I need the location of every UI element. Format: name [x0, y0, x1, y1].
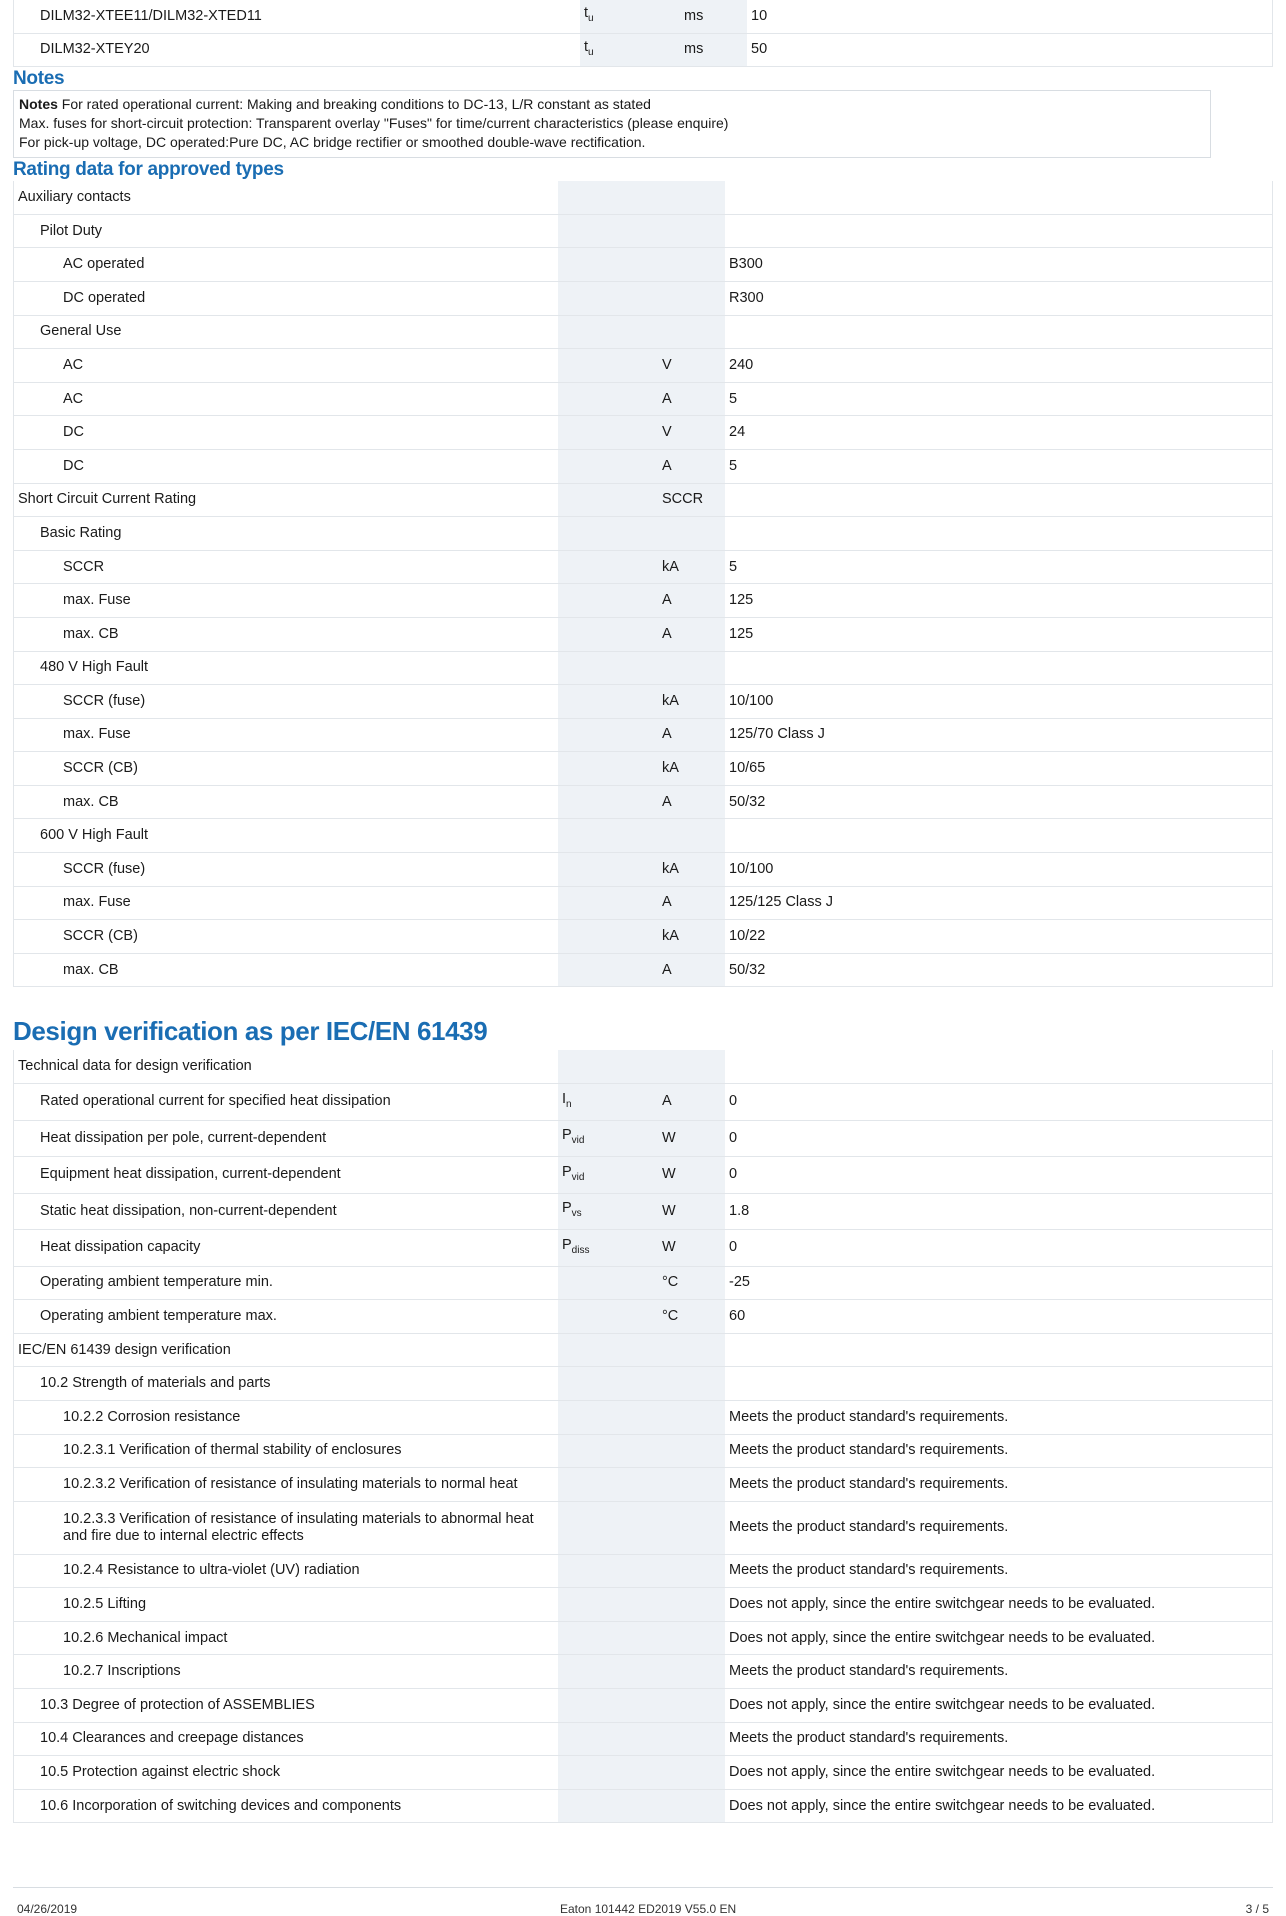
row-value: 10 — [747, 0, 1273, 33]
row-unit — [658, 1050, 725, 1083]
symbol-subscript: vid — [571, 1135, 585, 1147]
table-row — [14, 1655, 1273, 1689]
row-unit — [658, 1756, 725, 1790]
table-row — [14, 1434, 1273, 1468]
row-symbol — [558, 449, 658, 483]
row-value: -25 — [725, 1266, 1273, 1300]
row-label: DILM32-XTEE11/DILM32-XTED11 — [14, 0, 581, 33]
row-unit: W — [658, 1193, 725, 1230]
row-unit — [658, 1655, 725, 1689]
notes-text-1: For rated operational current: Making and breaking conditions to DC-13, L/R constant as stated — [61, 96, 651, 113]
table-row — [14, 785, 1273, 819]
table-row — [14, 1050, 1273, 1083]
row-value — [725, 651, 1273, 685]
row-unit: kA — [658, 550, 725, 584]
row-unit: A — [658, 886, 725, 920]
table-row — [14, 550, 1273, 584]
row-value: 5 — [725, 449, 1273, 483]
row-unit — [658, 1400, 725, 1434]
table-row — [14, 953, 1273, 987]
row-label: IEC/EN 61439 design verification — [14, 1333, 559, 1367]
row-value: 24 — [725, 416, 1273, 450]
table-row — [14, 886, 1273, 920]
table-row — [14, 617, 1273, 651]
symbol-base: t — [584, 5, 589, 22]
row-symbol — [558, 1367, 658, 1401]
row-symbol — [558, 584, 658, 618]
row-unit: A — [658, 617, 725, 651]
table-row — [14, 181, 1273, 214]
row-unit: A — [658, 1084, 725, 1121]
row-value: 0 — [725, 1120, 1273, 1157]
row-unit — [658, 1554, 725, 1588]
row-label: 10.2.4 Resistance to ultra-violet (UV) radiation — [14, 1554, 559, 1588]
symbol-base: I — [562, 1090, 567, 1107]
row-value: 50/32 — [725, 953, 1273, 987]
row-label: 10.2.2 Corrosion resistance — [14, 1400, 559, 1434]
row-value — [725, 1333, 1273, 1367]
table-row — [14, 718, 1273, 752]
table-row — [14, 33, 1273, 67]
row-unit — [658, 1468, 725, 1502]
row-unit — [658, 517, 725, 551]
table-row — [14, 349, 1273, 383]
row-symbol — [558, 382, 658, 416]
row-value: 10/22 — [725, 920, 1273, 954]
row-unit — [658, 181, 725, 214]
row-unit — [658, 1501, 725, 1554]
table-row — [14, 1157, 1273, 1194]
row-unit — [658, 214, 725, 248]
table-row — [14, 214, 1273, 248]
row-symbol — [558, 1621, 658, 1655]
rating-heading: Rating data for approved types — [13, 159, 284, 181]
row-value: 0 — [725, 1084, 1273, 1121]
row-symbol — [558, 685, 658, 719]
row-unit: A — [658, 584, 725, 618]
symbol-subscript: u — [588, 46, 594, 58]
row-unit: kA — [658, 853, 725, 887]
row-unit: W — [658, 1120, 725, 1157]
table-row — [14, 1554, 1273, 1588]
row-value: Does not apply, since the entire switchgear needs to be evaluated. — [725, 1756, 1273, 1790]
row-value: 1.8 — [725, 1193, 1273, 1230]
row-symbol — [558, 1193, 658, 1230]
row-symbol — [558, 1434, 658, 1468]
row-value: Does not apply, since the entire switchgear needs to be evaluated. — [725, 1689, 1273, 1723]
row-symbol — [558, 483, 658, 517]
row-unit — [658, 315, 725, 349]
row-label: SCCR (fuse) — [14, 853, 559, 887]
table-row — [14, 1789, 1273, 1823]
table-row — [14, 853, 1273, 887]
row-label: 10.2.3.2 Verification of resistance of insulating materials to normal heat — [14, 1468, 559, 1502]
table-row — [14, 584, 1273, 618]
row-label: max. Fuse — [14, 718, 559, 752]
table-row — [14, 752, 1273, 786]
row-unit — [658, 1689, 725, 1723]
row-value — [725, 214, 1273, 248]
row-symbol — [558, 1468, 658, 1502]
row-symbol — [558, 819, 658, 853]
symbol-base: P — [562, 1200, 572, 1217]
row-unit: A — [658, 382, 725, 416]
row-value: Meets the product standard's requirements. — [725, 1468, 1273, 1502]
row-symbol — [558, 517, 658, 551]
row-label: 10.5 Protection against electric shock — [14, 1756, 559, 1790]
row-unit: ms — [680, 33, 747, 67]
row-value: 10/65 — [725, 752, 1273, 786]
footer-page-number: 3 / 5 — [1245, 1902, 1269, 1916]
row-symbol — [558, 1120, 658, 1157]
row-label: 10.4 Clearances and creepage distances — [14, 1722, 559, 1756]
row-symbol — [558, 752, 658, 786]
row-label: DC operated — [14, 281, 559, 315]
table-row — [14, 1120, 1273, 1157]
row-unit — [658, 651, 725, 685]
row-label: Operating ambient temperature min. — [14, 1266, 559, 1300]
row-symbol — [558, 349, 658, 383]
row-value: Does not apply, since the entire switchgear needs to be evaluated. — [725, 1588, 1273, 1622]
row-symbol — [558, 416, 658, 450]
row-symbol — [558, 853, 658, 887]
row-label: 10.2.6 Mechanical impact — [14, 1621, 559, 1655]
row-symbol — [558, 651, 658, 685]
row-symbol — [558, 1400, 658, 1434]
row-label: SCCR (CB) — [14, 752, 559, 786]
table-row — [14, 651, 1273, 685]
row-unit: ms — [680, 0, 747, 33]
row-symbol — [558, 1084, 658, 1121]
row-value: 10/100 — [725, 685, 1273, 719]
row-label: SCCR (CB) — [14, 920, 559, 954]
table-row — [14, 685, 1273, 719]
row-label: 10.2.3.3 Verification of resistance of insulating materials to abnormal heat and fire due to internal electric effects — [14, 1501, 559, 1554]
table-row — [14, 1689, 1273, 1723]
table-row — [14, 0, 1273, 33]
row-value: 125 — [725, 584, 1273, 618]
row-unit: V — [658, 416, 725, 450]
row-symbol — [558, 315, 658, 349]
notes-box — [13, 90, 1211, 158]
row-symbol — [558, 550, 658, 584]
row-label: max. CB — [14, 953, 559, 987]
row-label: Pilot Duty — [14, 214, 559, 248]
row-value: 5 — [725, 550, 1273, 584]
table-row — [14, 1333, 1273, 1367]
row-value — [725, 1050, 1273, 1083]
row-label: DC — [14, 449, 559, 483]
table-row — [14, 1193, 1273, 1230]
row-label: AC — [14, 349, 559, 383]
row-label: Basic Rating — [14, 517, 559, 551]
table-row — [14, 1300, 1273, 1334]
symbol-subscript: vs — [571, 1208, 582, 1220]
footer-date: 04/26/2019 — [17, 1902, 78, 1916]
symbol-subscript: diss — [571, 1244, 590, 1256]
table-row — [14, 416, 1273, 450]
row-label: max. CB — [14, 617, 559, 651]
symbol-base: P — [562, 1163, 572, 1180]
table-row — [14, 1722, 1273, 1756]
row-symbol — [580, 0, 680, 33]
row-symbol — [558, 718, 658, 752]
row-label: 480 V High Fault — [14, 651, 559, 685]
row-label: Equipment heat dissipation, current-dependent — [14, 1157, 559, 1194]
row-value: Meets the product standard's requirements. — [725, 1434, 1273, 1468]
row-label: 10.2.3.1 Verification of thermal stability of enclosures — [14, 1434, 559, 1468]
table-row — [14, 1400, 1273, 1434]
row-value — [725, 483, 1273, 517]
row-label: General Use — [14, 315, 559, 349]
row-symbol — [558, 920, 658, 954]
row-label: 10.2.7 Inscriptions — [14, 1655, 559, 1689]
row-unit: A — [658, 785, 725, 819]
table-row — [14, 1588, 1273, 1622]
row-value — [725, 517, 1273, 551]
design-heading: Design verification as per IEC/EN 61439 — [13, 1016, 488, 1047]
row-unit: kA — [658, 752, 725, 786]
row-symbol — [558, 1789, 658, 1823]
row-symbol — [558, 248, 658, 282]
row-symbol — [558, 1266, 658, 1300]
row-value — [725, 1367, 1273, 1401]
row-unit: kA — [658, 920, 725, 954]
row-unit: A — [658, 718, 725, 752]
row-symbol — [558, 1588, 658, 1622]
row-value: 60 — [725, 1300, 1273, 1334]
design-table — [13, 1050, 1273, 1823]
row-label: 10.6 Incorporation of switching devices and components — [14, 1789, 559, 1823]
row-label: Operating ambient temperature max. — [14, 1300, 559, 1334]
row-symbol — [558, 785, 658, 819]
row-value: 125/125 Class J — [725, 886, 1273, 920]
row-symbol — [558, 1501, 658, 1554]
row-label: DILM32-XTEY20 — [14, 33, 581, 67]
row-unit — [658, 1621, 725, 1655]
row-label: 10.3 Degree of protection of ASSEMBLIES — [14, 1689, 559, 1723]
row-value: 10/100 — [725, 853, 1273, 887]
row-symbol — [558, 1230, 658, 1267]
symbol-subscript: u — [588, 13, 594, 25]
symbol-base: P — [562, 1127, 572, 1144]
row-symbol — [580, 33, 680, 67]
row-symbol — [558, 281, 658, 315]
row-symbol — [558, 1554, 658, 1588]
row-unit: kA — [658, 685, 725, 719]
row-symbol — [558, 1333, 658, 1367]
row-value: 0 — [725, 1157, 1273, 1194]
row-value — [725, 315, 1273, 349]
table-row — [14, 449, 1273, 483]
row-label: max. Fuse — [14, 886, 559, 920]
row-label: max. Fuse — [14, 584, 559, 618]
row-value: Meets the product standard's requirements. — [725, 1400, 1273, 1434]
notes-line-1 — [19, 95, 1206, 114]
table-row — [14, 1621, 1273, 1655]
symbol-base: t — [584, 38, 589, 55]
row-label: 10.2 Strength of materials and parts — [14, 1367, 559, 1401]
row-value: 50/32 — [725, 785, 1273, 819]
datasheet-page — [13, 0, 1273, 1823]
row-label: SCCR — [14, 550, 559, 584]
row-value: 240 — [725, 349, 1273, 383]
row-symbol — [558, 886, 658, 920]
notes-heading: Notes — [13, 68, 65, 90]
row-value: 5 — [725, 382, 1273, 416]
row-value — [725, 181, 1273, 214]
row-label: AC operated — [14, 248, 559, 282]
table-row — [14, 1230, 1273, 1267]
rating-table — [13, 181, 1273, 987]
row-label: Static heat dissipation, non-current-dependent — [14, 1193, 559, 1230]
row-symbol — [558, 1050, 658, 1083]
table-row — [14, 1468, 1273, 1502]
row-value: 125/70 Class J — [725, 718, 1273, 752]
table-row — [14, 382, 1273, 416]
row-unit: A — [658, 953, 725, 987]
row-unit: A — [658, 449, 725, 483]
notes-line-2: Max. fuses for short-circuit protection: Transparent overlay "Fuses" for time/current characteristics (please enquire) — [19, 115, 729, 132]
table-row — [14, 819, 1273, 853]
table-row — [14, 1367, 1273, 1401]
table-row — [14, 1266, 1273, 1300]
row-label: SCCR (fuse) — [14, 685, 559, 719]
symbol-subscript: n — [566, 1098, 572, 1110]
row-value: Meets the product standard's requirements. — [725, 1554, 1273, 1588]
row-value: 125 — [725, 617, 1273, 651]
row-label: 600 V High Fault — [14, 819, 559, 853]
table-row — [14, 1084, 1273, 1121]
row-unit: W — [658, 1157, 725, 1194]
page-footer — [13, 1887, 1273, 1916]
row-value: 50 — [747, 33, 1273, 67]
row-unit — [658, 1722, 725, 1756]
row-unit — [658, 1588, 725, 1622]
row-unit — [658, 819, 725, 853]
table-row — [14, 1501, 1273, 1554]
row-unit: °C — [658, 1300, 725, 1334]
row-value: Does not apply, since the entire switchgear needs to be evaluated. — [725, 1621, 1273, 1655]
symbol-subscript: vid — [571, 1171, 585, 1183]
row-symbol — [558, 181, 658, 214]
row-label: Heat dissipation per pole, current-dependent — [14, 1120, 559, 1157]
row-symbol — [558, 1722, 658, 1756]
row-label: DC — [14, 416, 559, 450]
row-unit — [658, 1333, 725, 1367]
row-symbol — [558, 1655, 658, 1689]
row-unit: W — [658, 1230, 725, 1267]
row-unit — [658, 1789, 725, 1823]
timing-table — [13, 0, 1273, 67]
row-symbol — [558, 1300, 658, 1334]
table-row — [14, 517, 1273, 551]
row-symbol — [558, 1756, 658, 1790]
row-unit — [658, 1367, 725, 1401]
table-row — [14, 920, 1273, 954]
row-label: Technical data for design verification — [14, 1050, 559, 1083]
row-label: max. CB — [14, 785, 559, 819]
row-value: B300 — [725, 248, 1273, 282]
row-label: Heat dissipation capacity — [14, 1230, 559, 1267]
table-row — [14, 248, 1273, 282]
notes-bold-prefix: Notes — [19, 96, 58, 113]
row-label: Rated operational current for specified heat dissipation — [14, 1084, 559, 1121]
row-label: 10.2.5 Lifting — [14, 1588, 559, 1622]
row-value — [725, 819, 1273, 853]
row-unit — [658, 1434, 725, 1468]
table-row — [14, 1756, 1273, 1790]
row-value: Meets the product standard's requirements. — [725, 1655, 1273, 1689]
row-symbol — [558, 214, 658, 248]
row-unit — [658, 281, 725, 315]
row-value: Meets the product standard's requirements. — [725, 1722, 1273, 1756]
table-row — [14, 483, 1273, 517]
table-row — [14, 315, 1273, 349]
row-unit: SCCR — [658, 483, 725, 517]
symbol-base: P — [562, 1236, 572, 1253]
notes-line-3: For pick-up voltage, DC operated:Pure DC, AC bridge rectifier or smoothed double-wave rectification. — [19, 134, 646, 151]
row-value: R300 — [725, 281, 1273, 315]
table-row — [14, 281, 1273, 315]
row-unit: °C — [658, 1266, 725, 1300]
row-value: 0 — [725, 1230, 1273, 1267]
row-label: Auxiliary contacts — [14, 181, 559, 214]
row-symbol — [558, 617, 658, 651]
row-symbol — [558, 1689, 658, 1723]
row-symbol — [558, 953, 658, 987]
row-symbol — [558, 1157, 658, 1194]
row-label: Short Circuit Current Rating — [14, 483, 559, 517]
row-value: Meets the product standard's requirements. — [725, 1501, 1273, 1554]
row-value: Does not apply, since the entire switchgear needs to be evaluated. — [725, 1789, 1273, 1823]
footer-doc-id: Eaton 101442 ED2019 V55.0 EN — [560, 1902, 737, 1916]
row-unit — [658, 248, 725, 282]
row-label: AC — [14, 382, 559, 416]
row-unit: V — [658, 349, 725, 383]
